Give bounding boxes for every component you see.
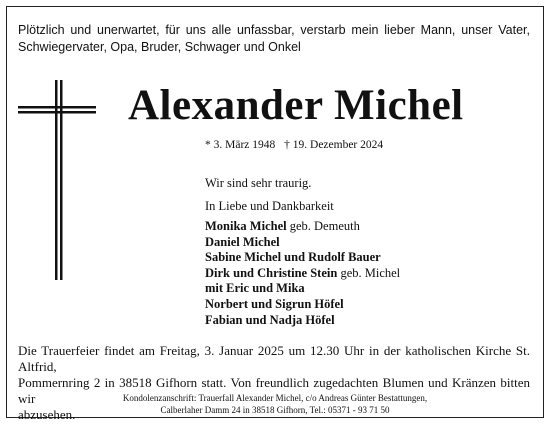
- mourner-note: geb. Michel: [340, 265, 401, 280]
- deceased-name: Alexander Michel: [128, 82, 464, 129]
- birth-date: * 3. März 1948: [205, 139, 276, 151]
- mourning-block: [205, 176, 400, 328]
- mourner-name: Dirk und Christine Stein: [205, 265, 338, 280]
- mourner-name: Fabian und Nadja Höfel: [205, 312, 335, 327]
- mourner-row: [205, 281, 400, 297]
- mourner-name: Sabine Michel und Rudolf Bauer: [205, 250, 381, 265]
- mourner-name: Daniel Michel: [205, 234, 280, 249]
- service-line-3: abzusehen.: [18, 407, 76, 422]
- mourning-signoff: In Liebe und Dankbarkeit: [205, 199, 334, 213]
- mourner-name: Monika Michel: [205, 219, 287, 233]
- mourner-row: [205, 313, 400, 329]
- footer-line-1: Kondolenzanschrift: Trauerfall Alexander Michel, c/o Andreas Günter Bestattungen,: [122, 393, 428, 403]
- mourner-note: geb. Demeuth: [289, 219, 360, 233]
- condolence-address: [0, 393, 550, 416]
- mourner-row: [205, 219, 400, 235]
- mourning-message: Wir sind sehr traurig.: [205, 176, 312, 190]
- intro-line-1: Plötzlich und unerwartet, für uns alle unfassbar, verstarb mein lieber Mann, unser Vater,: [18, 23, 530, 37]
- intro-text: [18, 22, 530, 56]
- footer-line-2: Calberlaher Damm 24 in 38518 Gifhorn, Tel.: 05371 - 93 71 50: [160, 404, 390, 415]
- service-line-1: Die Trauerfeier findet am Freitag, 3. Januar 2025 um 12.30 Uhr in der katholischen Kirche St. Altfrid,: [18, 343, 530, 374]
- mourner-name: Norbert und Sigrun Höfel: [205, 296, 344, 311]
- mourner-row: [205, 266, 400, 282]
- intro-line-2: Schwiegervater, Opa, Bruder, Schwager und Onkel: [18, 40, 301, 54]
- death-date: † 19. Dezember 2024: [284, 139, 384, 151]
- mourner-row: [205, 250, 400, 266]
- mourner-list: [205, 219, 400, 328]
- service-line-2: Pommernring 2 in 38518 Gifhorn statt. Von freundlich zugedachten Blumen und Kränzen bitten wir: [18, 375, 530, 406]
- mourner-name: mit Eric und Mika: [205, 281, 305, 296]
- cross-icon: [18, 80, 96, 280]
- life-dates: [205, 138, 389, 152]
- mourner-row: [205, 297, 400, 313]
- mourner-row: [205, 235, 400, 251]
